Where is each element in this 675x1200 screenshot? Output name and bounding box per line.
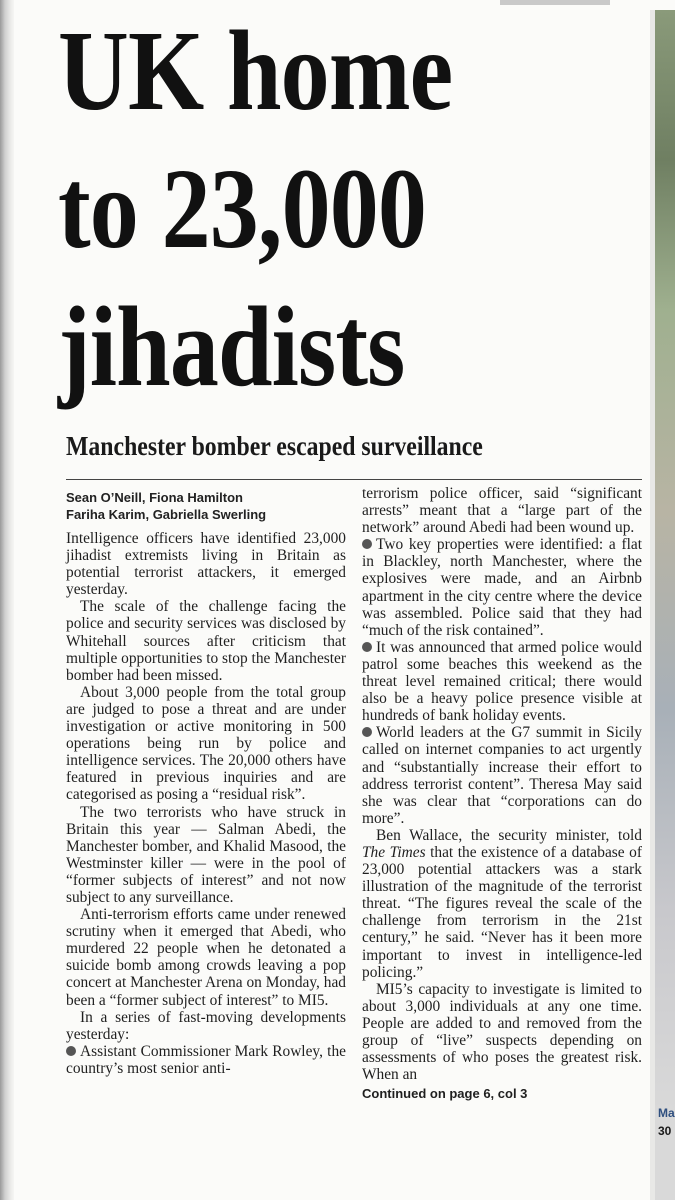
paragraph-text-start: Ben Wallace, the security minister, told [376, 826, 642, 844]
publication-name: The Times [362, 843, 426, 861]
paragraph: In a series of fast-moving developments yesterday: [66, 1008, 346, 1043]
bullet-icon [362, 727, 372, 737]
bullet-icon [362, 539, 372, 549]
bullet-paragraph [66, 1043, 346, 1077]
bullet-text: Assistant Commissioner Mark Rowley, the country’s most senior anti- [66, 1042, 346, 1077]
paragraph [362, 827, 642, 981]
headline-line-1: UK home [58, 7, 453, 134]
bullet-text: It was announced that armed police would patrol some beaches this weekend as the threat level remained critical; there would also be a heavy police presence visible at hundreds of bank holiday events. [362, 638, 642, 725]
paragraph: terrorism police officer, said “significant arrests” meant that a “large part of the network” around Abedi had been wound up. [362, 485, 642, 537]
bullet-paragraph [362, 536, 642, 639]
headline [58, 2, 548, 416]
bullet-text: World leaders at the G7 summit in Sicily called on internet companies to act urgently and “substantially increase their effort to address terrorist content”. Theresa May said she was clear that “corporations can do more”. [362, 724, 642, 827]
paragraph: Intelligence officers have identified 23,000 jihadist extremists living in Britain as potential terrorist attackers, it emerged yesterday. [66, 530, 346, 599]
adjacent-page-text-bottom: 30 [658, 1124, 672, 1138]
paragraph: The scale of the challenge facing the police and security services was disclosed by Whitehall sources after criticism that multiple opportunities to stop the Manchester bomber had been missed. [66, 598, 346, 684]
byline-authors-2: Fariha Karim, Gabriella Swerling [66, 507, 267, 522]
headline-line-2: to 23,000 [58, 145, 427, 272]
byline-authors-1: Sean O’Neill, Fiona Hamilton [66, 490, 243, 505]
article-column-2 [362, 485, 642, 1102]
adjacent-page-image [655, 10, 675, 1200]
paragraph: The two terrorists who have struck in Britain this year — Salman Abedi, the Manchester bomber, and Khalid Masood, the Westminster killer — were in the pool of “former subjects of interest” and not now subject to any surveillance. [66, 803, 346, 906]
paragraph: MI5’s capacity to investigate is limited to about 3,000 individuals at any one time. People are added to and removed from the group of “live” suspects depending on assessments of who poses the greatest risk. When an [362, 980, 642, 1084]
page-fold-shadow [0, 0, 14, 1200]
divider-rule [66, 479, 642, 480]
adjacent-page-text-top: Ma [658, 1106, 675, 1120]
continued-link[interactable]: Continued on page 6, col 3 [362, 1086, 528, 1102]
byline [66, 489, 346, 523]
bullet-text: Two key properties were identified: a flat in Blackley, north Manchester, where the explosives were made, and an Airbnb apartment in the city centre where the device was assembled. Police said that they had “much of the risk contained”. [362, 536, 642, 639]
article-column-1 [66, 489, 346, 1077]
bullet-icon [362, 642, 372, 652]
bullet-paragraph [362, 639, 642, 724]
paragraph: About 3,000 people from the total group are judged to pose a threat and are under investigation or active monitoring in 500 operations being run by police and intelligence services. The 20,000 others have featured in previous inquiries and are categorised as posing a “residual risk”. [66, 683, 346, 804]
subheadline: Manchester bomber escaped surveillance [66, 431, 483, 461]
paragraph: Anti-terrorism efforts came under renewed scrutiny when it emerged that Abedi, who murdered 22 people when he detonated a suicide bomb among crowds leaving a pop concert at Manchester Arena on Monday, had been a “former subject of interest” to MI5. [66, 906, 346, 1009]
paragraph-text-end: that the existence of a database of 23,000 potential attackers was a stark illustration of the magnitude of the terrorist threat. “The figures reveal the scale of the challenge from terrorism in the 21st century,” he said. “Never has it been more important to invest in intelligence-led policing.” [362, 843, 642, 981]
headline-line-3: jihadists [58, 283, 405, 410]
bullet-paragraph [362, 724, 642, 827]
bullet-icon [66, 1046, 76, 1056]
